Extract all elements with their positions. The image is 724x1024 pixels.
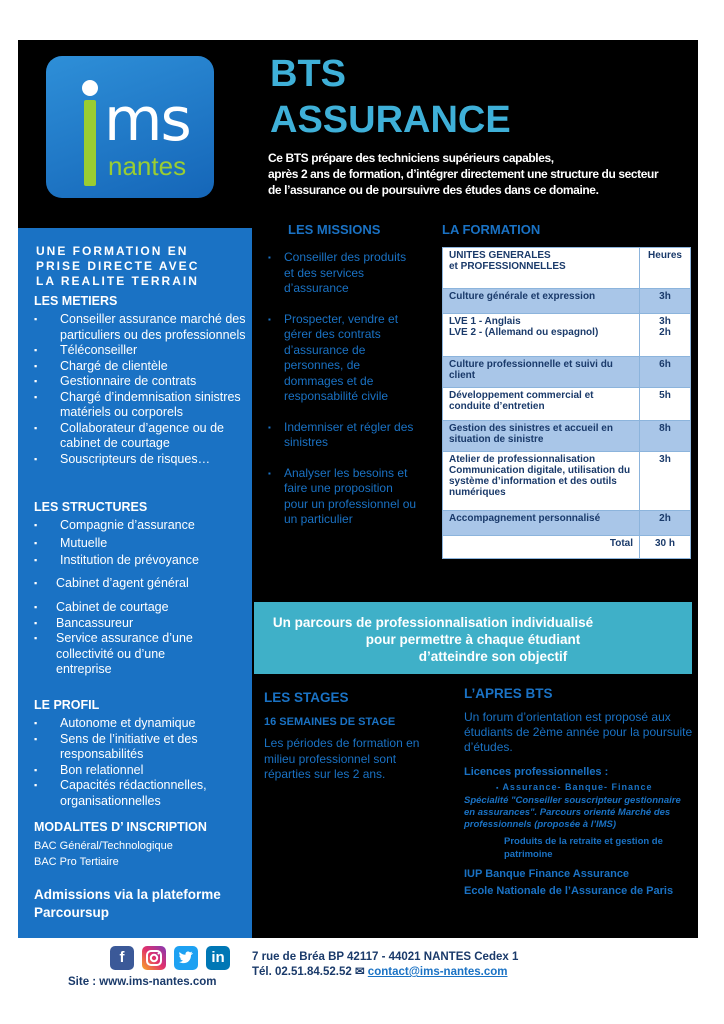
row-hours: 3h	[640, 452, 691, 511]
apres-produits: Produits de la retraite et gestion de patrimoine	[504, 836, 663, 860]
table-row	[443, 289, 691, 314]
logo-i-bar	[84, 100, 96, 186]
ims-nantes-logo	[46, 56, 214, 198]
row-label	[443, 314, 640, 357]
table-row	[443, 452, 691, 511]
list-item: ▪ Sens de l’initiative et des responsabilités	[34, 732, 234, 763]
modalites-title: MODALITES D’ INSCRIPTION	[34, 820, 207, 834]
list-item: ▪ Collaborateur d’agence ou de cabinet de courtage	[34, 421, 250, 452]
heading-line-3: LA REALITE TERRAIN	[36, 274, 199, 288]
address-block	[252, 950, 518, 980]
list-item: ▪ Compagnie d’assurance	[34, 518, 244, 534]
metiers-list	[34, 312, 250, 467]
list-item: ▪ Indemniser et régler des sinistres	[268, 420, 418, 451]
admissions-line-1: Admissions via la plateforme	[34, 887, 221, 902]
list-item: ▪ Cabinet de courtage	[34, 600, 224, 616]
row-hours: 2h	[640, 511, 691, 536]
list-item: ▪ Souscripteurs de risques…	[34, 452, 250, 468]
list-item: ▪ Mutuelle	[34, 536, 244, 552]
apres-iup: IUP Banque Finance Assurance	[464, 868, 630, 880]
page-title-line-1: BTS	[270, 53, 346, 95]
table-header-hours: Heures	[640, 248, 691, 289]
facebook-icon[interactable]: f	[110, 946, 134, 970]
apres-bts-title: L’APRES BTS	[464, 686, 553, 701]
list-item: ▪ Institution de prévoyance	[34, 553, 244, 569]
logo-letters: ms	[104, 85, 190, 155]
list-item: ▪ Chargé d’indemnisation sinistres matériels ou corporels	[34, 390, 250, 421]
missions-list	[268, 250, 418, 543]
list-item: ▪ Service assurance d’une collectivité ou d’une entreprise	[34, 631, 224, 678]
profil-title: LE PROFIL	[34, 698, 100, 712]
phone-number: Tél. 02.51.84.52.52	[252, 966, 352, 978]
row-label-line-1: LVE 1 - Anglais	[449, 316, 521, 327]
list-item: ▪ Analyser les besoins et faire une proposition pour un professionnel ou un particulier	[268, 466, 418, 528]
instagram-icon[interactable]	[142, 946, 166, 970]
stages-subtitle: 16 SEMAINES DE STAGE	[264, 716, 396, 728]
left-panel	[18, 228, 252, 938]
row-hours	[640, 314, 691, 357]
twitter-icon[interactable]	[174, 946, 198, 970]
contact-line	[252, 965, 518, 980]
page-title-line-2: ASSURANCE	[270, 99, 511, 141]
list-item: ▪ Chargé de clientèle	[34, 359, 250, 375]
left-panel-heading	[36, 244, 199, 289]
linkedin-icon[interactable]: in	[206, 946, 230, 970]
structures-list-b	[34, 576, 244, 592]
structures-list-a	[34, 518, 244, 569]
row-hours: 5h	[640, 388, 691, 421]
address-line: 7 rue de Bréa BP 42117 - 44021 NANTES Cedex 1	[252, 951, 519, 963]
formation-table	[442, 247, 691, 559]
row-label: Développement commercial et conduite d’entretien	[443, 388, 640, 421]
table-header-row	[443, 248, 691, 289]
metiers-title: LES METIERS	[34, 294, 118, 308]
row-hours: 3h	[640, 289, 691, 314]
table-row	[443, 357, 691, 388]
table-row	[443, 314, 691, 357]
row-label-line-2: LVE 2 - (Allemand ou espagnol)	[449, 327, 599, 338]
list-item: ▪ Gestionnaire de contrats	[34, 374, 250, 390]
table-row	[443, 388, 691, 421]
row-label: Atelier de professionnalisation Communication digitale, utilisation du système d’information et des outils numériques	[443, 452, 640, 511]
total-value: 30 h	[640, 536, 691, 559]
table-total-row	[443, 536, 691, 559]
structures-list-c	[34, 600, 224, 678]
row-label: Gestion des sinistres et accueil en situation de sinistre	[443, 421, 640, 452]
intro-line-2: après 2 ans de formation, d’intégrer directement une structure du secteur	[268, 167, 659, 181]
stages-title: LES STAGES	[264, 690, 349, 705]
list-item: ▪ Bancassureur	[34, 616, 224, 632]
modalites-line-1: BAC Général/Technologique	[34, 840, 173, 852]
apres-ecole: Ecole Nationale de l’Assurance de Paris	[464, 885, 674, 897]
missions-title: LES MISSIONS	[288, 222, 381, 237]
list-item: ▪ Bon relationnel	[34, 763, 234, 779]
logo-i-dot	[82, 80, 98, 96]
total-label: Total	[443, 536, 640, 559]
modalites-line-2: BAC Pro Tertiaire	[34, 856, 119, 868]
row-label: Culture générale et expression	[443, 289, 640, 314]
mail-icon: ✉	[354, 966, 368, 978]
apres-licences-title: Licences professionnelles :	[464, 766, 609, 778]
apres-specialite: Spécialité "Conseiller souscripteur gestionnaire en assurances". Parcours orienté Marché des professionnels (proposée à l’IMS)	[464, 795, 681, 830]
structures-title: LES STRUCTURES	[34, 500, 148, 514]
formation-title: LA FORMATION	[442, 222, 541, 237]
stages-text: Les périodes de formation en milieu professionnel sont réparties sur les 2 ans.	[264, 736, 420, 781]
banner-line-2: pour permettre à chaque étudiant	[365, 632, 581, 647]
banner-line-3: d’atteindre son objectif	[418, 649, 568, 664]
row-hours: 8h	[640, 421, 691, 452]
admissions-line-2: Parcoursup	[34, 905, 110, 920]
header-units-line-2: et PROFESSIONNELLES	[449, 261, 566, 272]
row-hours: 6h	[640, 357, 691, 388]
highlight-banner	[254, 602, 692, 674]
apres-abf: ▪ Assurance- Banque- Finance	[496, 782, 652, 792]
row-label: Culture professionnelle et suivi du client	[443, 357, 640, 388]
row-hours-1: 3h	[659, 316, 671, 327]
banner-line-1: Un parcours de professionnalisation individualisé	[272, 615, 594, 630]
table-row	[443, 421, 691, 452]
list-item: ▪ Prospecter, vendre et gérer des contrats d’assurance de personnes, de dommages et de responsabilité civile	[268, 312, 418, 405]
heading-line-2: PRISE DIRECTE AVEC	[36, 259, 200, 273]
list-item: ▪ Conseiller assurance marché des particuliers ou des professionnels	[34, 312, 250, 343]
table-row	[443, 511, 691, 536]
apres-forum-text: Un forum d’orientation est proposé aux étudiants de 2ème année pour la poursuite d’études.	[464, 710, 693, 754]
list-item: ▪ Téléconseiller	[34, 343, 250, 359]
footer	[18, 938, 698, 1000]
intro-line-3: de l’assurance ou de poursuivre des études dans ce domaine.	[268, 183, 599, 197]
header-units-line-1: UNITES GENERALES	[449, 250, 551, 261]
intro-text	[268, 150, 698, 198]
flyer-page	[18, 40, 698, 1000]
email-link[interactable]: contact@ims-nantes.com	[367, 966, 508, 978]
logo-city: nantes	[108, 151, 187, 181]
list-item: ▪ Capacités rédactionnelles, organisationnelles	[34, 778, 234, 809]
profil-list	[34, 716, 234, 809]
list-item: ▪ Cabinet d’agent général	[34, 576, 244, 592]
row-label: Accompagnement personnalisé	[443, 511, 640, 536]
intro-line-1: Ce BTS prépare des techniciens supérieurs capables,	[268, 151, 554, 165]
heading-line-1: UNE FORMATION EN	[36, 244, 189, 258]
website-link[interactable]: Site : www.ims-nantes.com	[68, 976, 217, 988]
table-header-units	[443, 248, 640, 289]
row-hours-2: 2h	[659, 327, 671, 338]
list-item: ▪ Conseiller des produits et des services d’assurance	[268, 250, 418, 297]
list-item: ▪ Autonome et dynamique	[34, 716, 234, 732]
